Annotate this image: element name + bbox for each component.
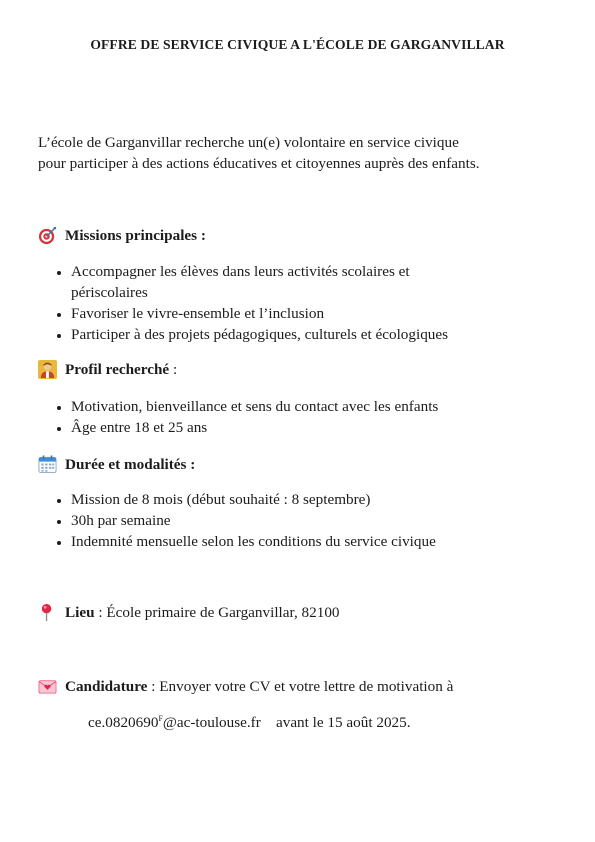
profil-heading-label: Profil recherché [65,361,170,378]
lieu-label: Lieu [65,604,95,621]
missions-list [56,261,556,345]
profil-heading-suffix: : [169,361,178,378]
missions-heading [38,225,206,246]
profil-heading-text [65,359,177,380]
lieu-value: : École primaire de Garganvillar, 82100 [94,604,340,621]
target-icon [38,226,57,245]
duree-heading-label: Durée et modalités : [65,456,196,473]
duree-list [56,489,556,552]
list-item-text: Âge entre 18 et 25 ans [71,419,208,436]
list-item [56,510,556,531]
list-item [56,303,556,324]
list-item [56,396,556,417]
profil-heading [38,359,177,380]
list-item [56,489,556,510]
contact-email-line [88,712,411,733]
list-item-text: Participer à des projets pédagogiques, culturels et écologiques [71,326,449,343]
candidature-value: : Envoyer votre CV et votre lettre de motivation à [147,678,454,695]
person-icon [38,360,57,379]
pin-icon [38,603,57,622]
email-part: @ac-toulouse.fr [162,714,261,731]
candidature-text [65,676,453,697]
page-title: OFFRE DE SERVICE CIVIQUE A L'ÉCOLE DE GARGANVILLAR [90,37,505,52]
lieu-line [38,602,340,623]
intro-line: L’école de Garganvillar recherche un(e) volontaire en service civique [38,134,459,151]
list-item-text: Indemnité mensuelle selon les conditions du service civique [71,533,436,550]
candidature-line [38,676,453,697]
list-item-text: Mission de 8 mois (début souhaité : 8 septembre) [71,491,371,508]
lieu-text [65,602,340,623]
email-part: ce.0820690 [88,714,159,731]
deadline-text: avant le 15 août 2025. [275,714,411,731]
intro-line: pour participer à des actions éducatives et citoyennes auprès des enfants. [38,155,480,172]
list-item-text: périscolaires [71,284,148,301]
list-item [56,531,556,552]
missions-heading-label: Missions principales : [65,227,206,244]
email-superscript: F [158,714,163,723]
list-item-text: 30h par semaine [71,512,171,529]
love-letter-icon [38,677,57,696]
contact-email [88,714,261,731]
list-item-text: Motivation, bienveillance et sens du contact avec les enfants [71,398,439,415]
profil-list [56,396,556,438]
list-item [56,417,556,438]
list-item [56,324,556,345]
intro-paragraph [38,132,568,174]
list-item-text: Accompagner les élèves dans leurs activités scolaires et [71,263,410,280]
candidature-label: Candidature [65,678,148,695]
calendar-icon [38,455,57,474]
duree-heading [38,454,195,475]
list-item-text: Favoriser le vivre-ensemble et l’inclusion [71,305,325,322]
list-item [56,261,556,303]
